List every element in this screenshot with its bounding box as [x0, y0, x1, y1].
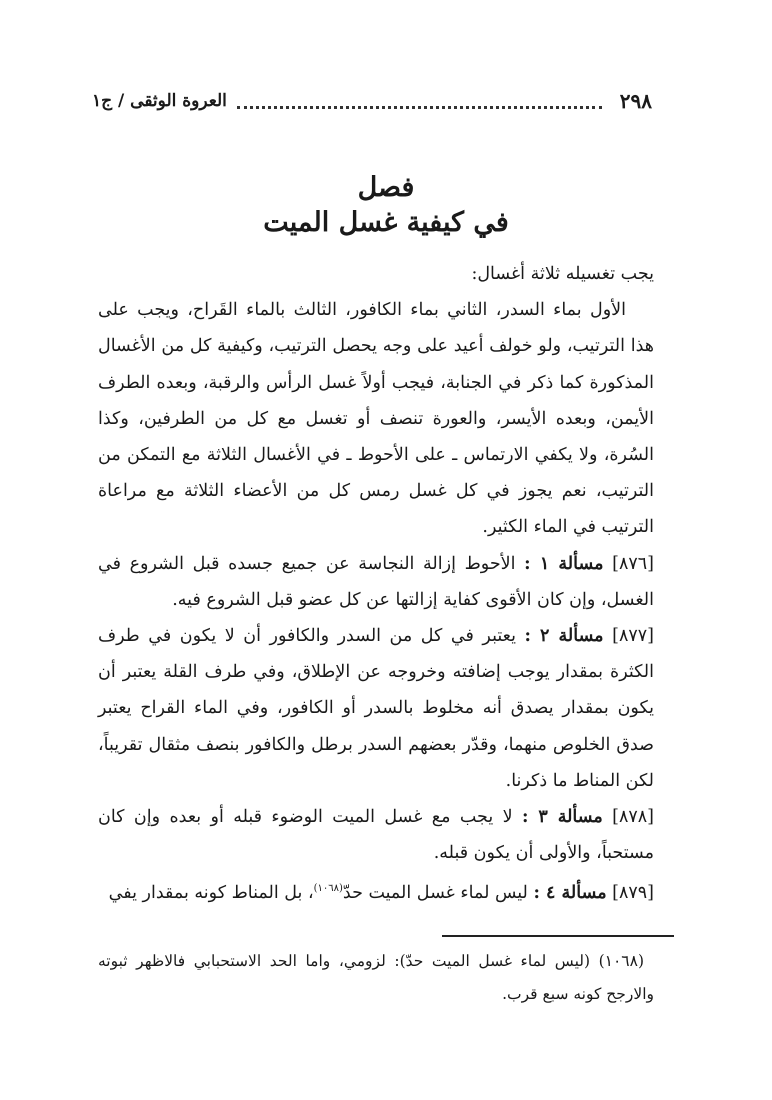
- issue-paragraph: [98, 799, 654, 871]
- issue-label: مسألة ٤ :: [533, 883, 607, 904]
- issue-label: مسألة ١ :: [524, 553, 604, 574]
- issue-number: [٨٧٦]: [612, 553, 654, 574]
- issue-number: [٨٧٧]: [612, 626, 654, 647]
- issue-number: [٨٧٨]: [612, 807, 654, 828]
- page-number: ٢٩٨: [619, 89, 652, 113]
- body-text: [98, 256, 654, 911]
- issue-text-continued: ، بل المناط كونه بمقدار يفي: [108, 883, 314, 904]
- header-leader-dots: [237, 94, 602, 109]
- footnote-divider: [442, 935, 674, 937]
- book-title: العروة الوثقى / ج١: [92, 91, 227, 111]
- issue-text: الأحوط إزالة النجاسة عن جميع جسده قبل الشروع في الغسل، وإن كان الأقوى كفاية إزالتها عن كل عضو قبل الشروع فيه.: [98, 553, 654, 610]
- running-header: [92, 86, 652, 116]
- issue-label: مسألة ٣ :: [521, 807, 603, 828]
- issue-label: مسألة ٢ :: [524, 626, 604, 647]
- issue-paragraph: [98, 546, 654, 618]
- issue-paragraph: [98, 618, 654, 799]
- issue-text: لا يجب مع غسل الميت الوضوء قبله أو بعده وإن كان مستحباً، والأولى أن يكون قبله.: [98, 807, 654, 864]
- intro-paragraph: الأول بماء السدر، الثاني بماء الكافور، الثالث بالماء القَراح، ويجب على هذا الترتيب، ولو خولف أعيد على وجه يحصل الترتيب، وكيفية كل من الأغسال المذكورة كما ذكر في الجنابة، فيجب أولاً غسل الرأس والرقبة، وبعده الطرف الأيمن، وبعده الأيسر، والعورة تنصف أو تغسل مع كل من الطرفين، وكذا السُرة، ولا يكفي الارتماس ـ على الأحوط ـ في الأغسال الثلاثة مع التمكن من الترتيب، نعم يجوز في كل غسل رمس كل من الأعضاء الثلاثة مع مراعاة الترتيب في الماء الكثير.: [98, 300, 654, 538]
- issue-paragraph: [98, 871, 654, 911]
- issue-number: [٨٧٩]: [612, 883, 654, 904]
- section-subtitle: في كيفية غسل الميت: [263, 207, 509, 238]
- issue-text: ليس لماء غسل الميت حدّ: [342, 883, 528, 904]
- footnote-reference[interactable]: (١٠٦٨): [313, 883, 343, 895]
- intro-lead: يجب تغسيله ثلاثة أغسال:: [471, 264, 654, 284]
- issue-text: يعتبر في كل من السدر والكافور أن لا يكون في طرف الكثرة بمقدار يوجب إضافته وخروجه عن الإطلاق، وفي طرف القلة يعتبر أن يكون بمقدار يصدق أنه مخلوط بالسدر أو الكافور، وفي الماء القراح يعتبر صدق الخلوص منهما، وقدّر بعضهم السدر برطل والكافور بنصف مثقال تقريباً، لكن المناط ما ذكرنا.: [98, 626, 654, 791]
- section-title: فصل: [357, 172, 415, 203]
- footnote: [98, 945, 654, 1011]
- footnote-text: (١٠٦٨) (ليس لماء غسل الميت حدّ): لزومي، واما الحد الاستحبابي فالاظهر ثبوته والارجح كونه سبع قرب.: [98, 952, 654, 1003]
